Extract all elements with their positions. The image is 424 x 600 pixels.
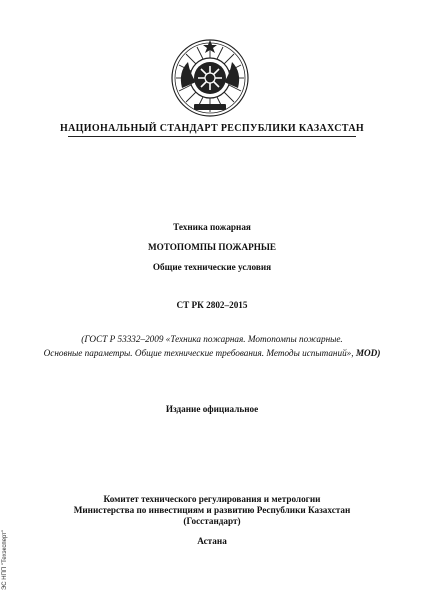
state-emblem-icon: [170, 38, 250, 118]
side-watermark-text: ЭС НПП "Техэксперт": [2, 529, 8, 590]
edition-label: Издание официальное: [165, 404, 259, 414]
standard-name: МОТОПОМПЫ ПОЖАРНЫЕ: [147, 242, 277, 252]
city-label: Астана: [197, 536, 227, 546]
publisher-line-2: Министерства по инвестициям и развитию Республики Казахстан: [73, 505, 351, 515]
document-header: НАЦИОНАЛЬНЫЙ СТАНДАРТ РЕСПУБЛИКИ КАЗАХСТАН: [59, 123, 365, 134]
standard-designation: СТ РК 2802–2015: [176, 300, 248, 310]
standard-category: Техника пожарная: [173, 222, 251, 232]
header-rule: [68, 136, 356, 137]
reference-line-2-text: Основные параметры. Общие технические требования. Методы испытаний»,: [43, 348, 356, 358]
reference-line-2-mod: MOD): [355, 348, 381, 358]
standard-subtitle: Общие технические условия: [152, 262, 272, 272]
reference-line-2: [0, 348, 424, 359]
publisher-line-1: Комитет технического регулирования и метрологии: [103, 494, 321, 504]
publisher-line-3: (Госстандарт): [183, 516, 241, 526]
reference-line-1: (ГОСТ Р 53332–2009 «Техника пожарная. Мотопомпы пожарные.: [81, 334, 343, 344]
